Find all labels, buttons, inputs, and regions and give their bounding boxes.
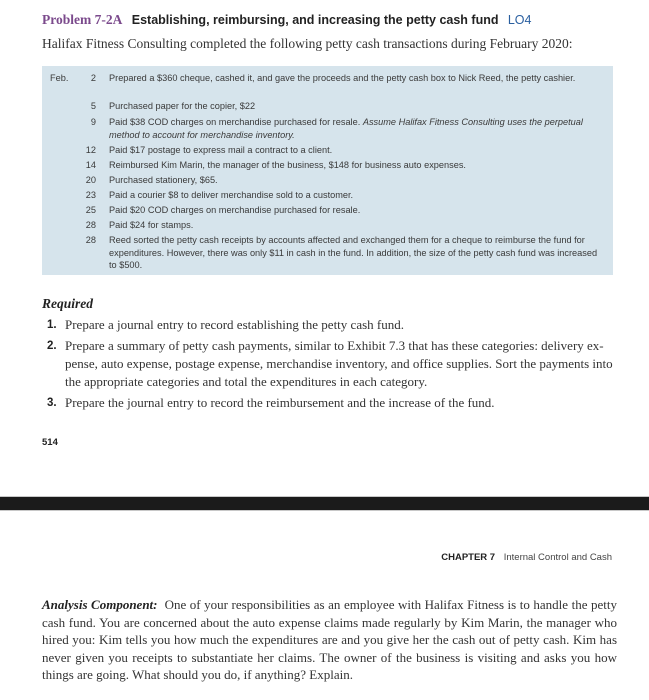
problem-number: Problem 7-2A [42,12,123,27]
transaction-month: Feb. [50,73,69,83]
problem-heading: Establishing, reimbursing, and increasing the petty cash fund [131,13,499,27]
transaction-day: 23 [85,190,96,200]
transaction-desc-main: Paid $38 COD charges on merchandise purchased for resale. [109,117,361,127]
problem-title [42,12,532,28]
transaction-day: 14 [85,160,96,170]
required-item-text: Prepare a summary of petty cash payments, similar to Exhibit 7.3 that has these categories: delivery ex-pense, auto expense, postage expense, merchandise inventory, and office supplies. Sort the payments into the appropriate categories and total the expenditures in each category. [65,338,613,389]
transaction-day: 12 [85,145,96,155]
transaction-day: 9 [90,117,96,127]
required-item-number: 2. [47,340,57,352]
required-item-text: Prepare the journal entry to record the reimbursement and the increase of the fund. [65,395,495,410]
analysis-label: Analysis Component: [42,597,158,612]
transaction-day: 25 [85,205,96,215]
transaction-day: 20 [85,175,96,185]
chapter-number: CHAPTER 7 [441,552,496,563]
transaction-day: 28 [85,220,96,230]
transaction-desc: Reimbursed Kim Marin, the manager of the business, $148 for business auto expenses. [109,160,466,170]
transaction-desc: Paid $17 postage to express mail a contract to a client. [109,145,333,155]
transaction-note: Assume Halifax Fitness Consulting uses the perpetual method to account for merchandise inventory. [109,117,583,140]
transaction-desc: Purchased stationery, $65. [109,175,218,185]
required-item [47,316,617,334]
required-item-text: Prepare a journal entry to record establishing the petty cash fund. [65,317,404,332]
transactions-box [42,66,613,275]
required-item-number: 1. [47,319,57,331]
analysis-component [42,596,617,684]
chapter-title: Internal Control and Cash [503,552,612,563]
transaction-desc: Paid a courier $8 to deliver merchandise sold to a customer. [109,190,354,200]
page-divider [0,496,649,511]
problem-intro: Halifax Fitness Consulting completed the following petty cash transactions during February 2020: [42,36,573,51]
transaction-desc [109,116,604,141]
transaction-day: 5 [90,101,96,111]
learning-objective-link[interactable]: LO4 [507,13,532,27]
required-heading: Required [42,296,94,311]
required-item [47,337,617,391]
transaction-day: 28 [85,235,96,245]
transaction-desc: Paid $20 COD charges on merchandise purchased for resale. [109,205,361,215]
transaction-desc: Purchased paper for the copier, $22 [109,101,256,111]
required-item [47,394,617,412]
page-number: 514 [42,437,58,448]
transaction-desc: Prepared a $360 cheque, cashed it, and gave the proceeds and the petty cash box to Nick Reed, the petty cashier. [109,73,576,83]
transaction-day: 2 [90,73,96,83]
analysis-text: One of your responsibilities as an employee with Halifax Fitness is to handle the petty cash fund. You are concerned about the auto expense claims made regularly by Kim Marin, the manager who hired you: Kim tells you how much the expenditures are and you give her the cash out of petty cash. Kim has never given you receipts to substantiate her claims. The owner of the business is visiting and asks you how things are going. What should you do, if anything? Explain. [42,597,618,683]
required-item-number: 3. [47,397,57,409]
chapter-header [441,552,612,563]
transaction-desc: Reed sorted the petty cash receipts by accounts affected and exchanged them for a cheque to reimburse the fund for expenditures. However, there was only $11 in cash in the fund. In addition, the size of the petty cash fund was increased to $500. [109,235,598,270]
transaction-desc: Paid $24 for stamps. [109,220,194,230]
